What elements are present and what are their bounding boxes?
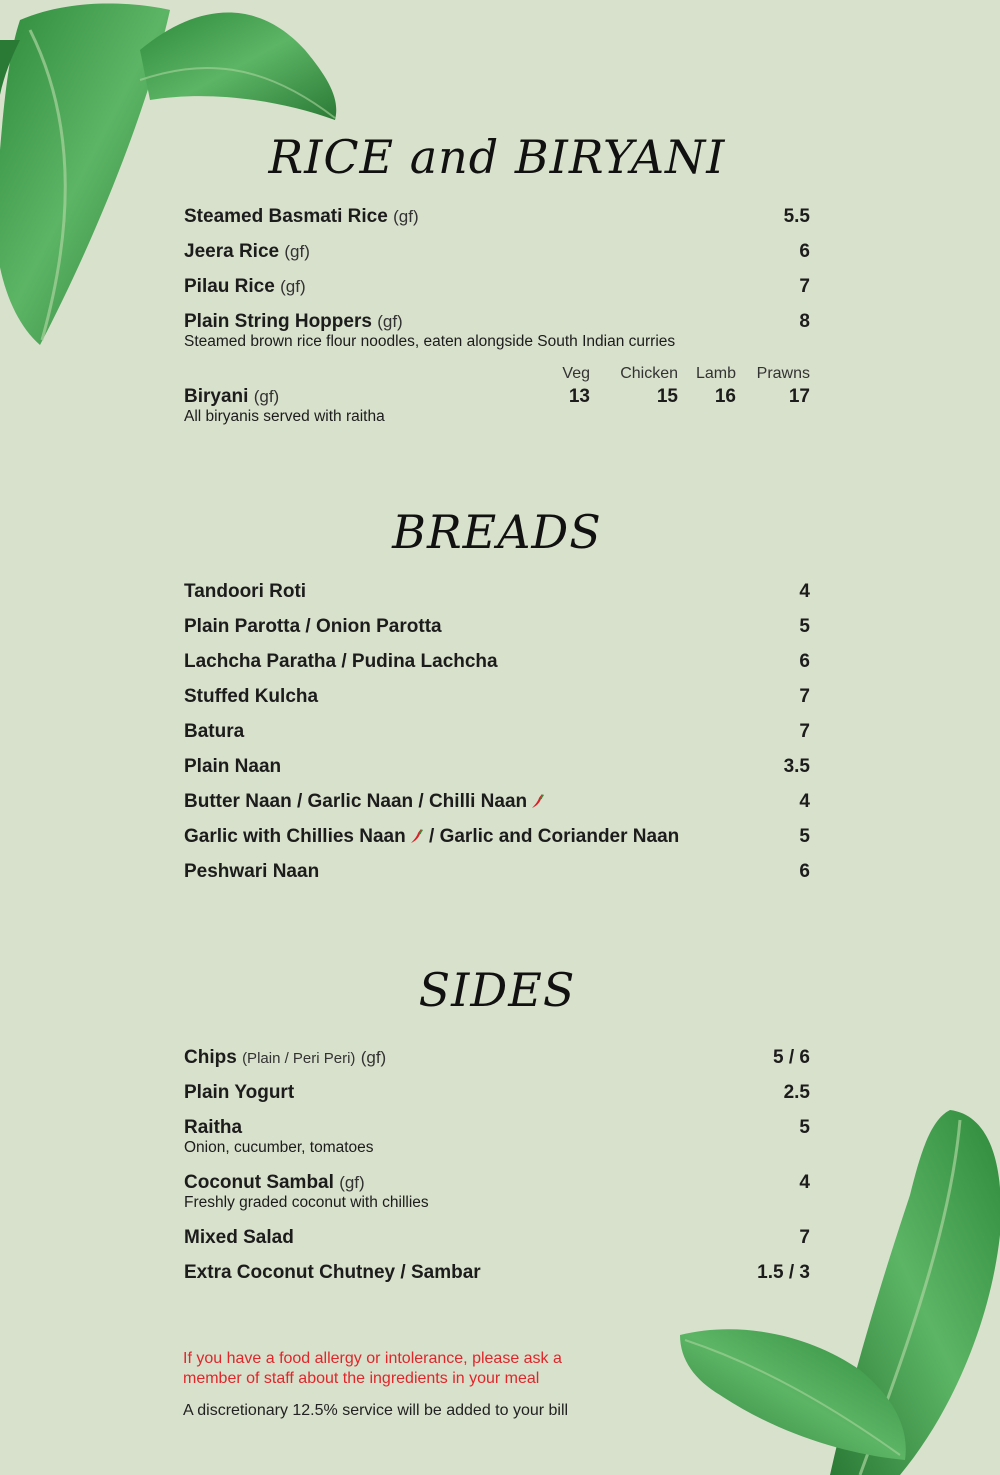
menu-item [184, 616, 810, 638]
menu-item [184, 826, 810, 848]
item-price: 6 [799, 241, 810, 262]
option-price: 15 [656, 386, 678, 407]
item-description: All biryanis served with raitha [184, 408, 385, 425]
option-label: Chicken [620, 365, 678, 382]
item-name: Tandoori Roti [184, 581, 307, 602]
menu-item [184, 651, 810, 673]
item-price: 5 [799, 826, 810, 847]
menu-item [184, 581, 810, 603]
item-price: 4 [799, 581, 810, 602]
item-price: 7 [799, 721, 810, 742]
biryani-option-chicken [616, 365, 678, 408]
item-description: Steamed brown rice flour noodles, eaten alongside South Indian curries [184, 333, 676, 350]
item-price: 3.5 [783, 756, 810, 777]
item-price: 8 [799, 311, 810, 332]
menu-item [184, 1047, 810, 1070]
item-description: Onion, cucumber, tomatoes [184, 1139, 374, 1156]
item-name: Plain Parotta / Onion Parotta [184, 616, 442, 637]
item-price: 7 [799, 1227, 810, 1248]
item-price: 6 [799, 651, 810, 672]
menu-item [184, 1227, 810, 1249]
option-label: Veg [562, 365, 590, 382]
chili-pepper-icon [410, 828, 424, 844]
menu-item [184, 1172, 810, 1212]
item-name: Batura [184, 721, 245, 742]
item-description: Freshly graded coconut with chillies [184, 1194, 429, 1211]
menu-item [184, 756, 810, 778]
item-name: Biryani (gf) [184, 386, 280, 407]
item-price: 4 [799, 1172, 810, 1193]
chili-pepper-icon [531, 793, 545, 809]
item-price: 1.5 / 3 [757, 1262, 810, 1283]
menu-item [184, 1117, 810, 1157]
item-name: Plain Yogurt [184, 1082, 295, 1103]
item-name: Plain String Hoppers (gf) [184, 311, 403, 332]
item-price: 7 [799, 686, 810, 707]
allergy-notice: If you have a food allergy or intolerance, please ask a member of staff about the ingredients in your meal [183, 1350, 562, 1387]
menu-item [184, 721, 810, 743]
menu-item [184, 1262, 810, 1284]
item-name: Raitha [184, 1117, 243, 1138]
menu-item [184, 791, 810, 813]
option-price: 16 [714, 386, 736, 407]
biryani-option-veg [558, 365, 590, 408]
section-title-breads: BREADS [392, 505, 602, 559]
option-label: Lamb [695, 365, 736, 382]
menu-item [184, 206, 810, 228]
item-name: Peshwari Naan [184, 861, 320, 882]
item-price: 5.5 [783, 206, 810, 227]
item-name: Pilau Rice (gf) [184, 276, 306, 297]
item-name: Extra Coconut Chutney / Sambar [184, 1262, 481, 1283]
item-name: Lachcha Paratha / Pudina Lachcha [184, 651, 498, 672]
biryani-option-lamb [692, 365, 736, 408]
item-name: Stuffed Kulcha [184, 686, 319, 707]
item-price: 7 [799, 276, 810, 297]
item-name: Chips (Plain / Peri Peri) (gf) [184, 1047, 387, 1068]
item-price: 5 [799, 616, 810, 637]
item-price: 6 [799, 861, 810, 882]
option-price: 17 [788, 386, 810, 407]
item-name: Plain Naan [184, 756, 282, 777]
menu-item [184, 276, 810, 298]
menu-item [184, 861, 810, 883]
item-price: 5 [799, 1117, 810, 1138]
section-title-rice: RICE and BIRYANI [268, 130, 726, 184]
service-charge-notice: A discretionary 12.5% service will be added to your bill [183, 1402, 569, 1419]
item-name: Jeera Rice (gf) [184, 241, 310, 262]
item-name: Coconut Sambal (gf) [184, 1172, 365, 1193]
menu-item [184, 311, 810, 351]
section-title-sides: SIDES [418, 963, 576, 1017]
item-price: 5 / 6 [773, 1047, 810, 1068]
biryani-option-prawns [752, 365, 810, 408]
item-name: Steamed Basmati Rice (gf) [184, 206, 419, 227]
menu-item [184, 241, 810, 263]
item-name: Mixed Salad [184, 1227, 294, 1248]
option-label: Prawns [756, 365, 810, 382]
option-price: 13 [568, 386, 590, 407]
item-name: Garlic with Chillies Naan / Garlic and Coriander Naan [184, 826, 680, 847]
menu-item [184, 1082, 810, 1104]
item-name: Butter Naan / Garlic Naan / Chilli Naan [184, 791, 545, 813]
item-price: 2.5 [783, 1082, 810, 1103]
item-price: 4 [799, 791, 810, 812]
menu-item [184, 686, 810, 708]
